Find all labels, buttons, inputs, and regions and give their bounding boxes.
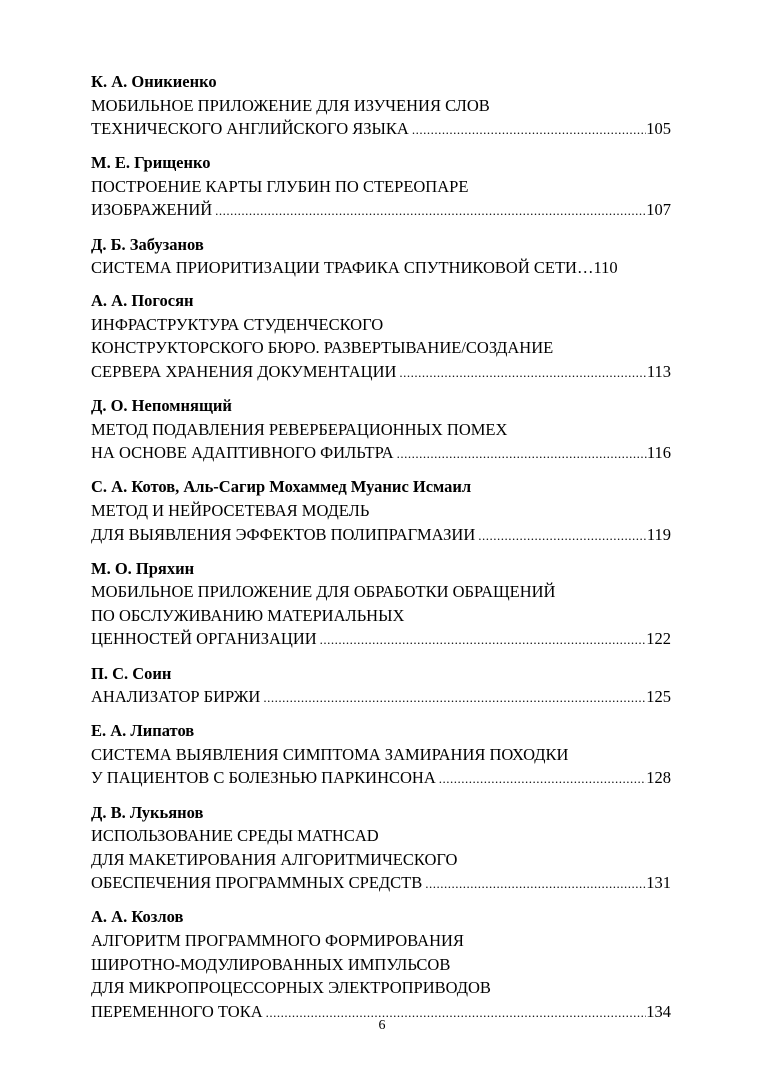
entry-author: Д. В. Лукьянов (91, 802, 204, 822)
dot-leader (396, 361, 646, 385)
toc-entry (91, 905, 671, 1024)
entry-last-line (91, 256, 671, 280)
entry-page-number: 113 (646, 362, 671, 382)
toc-entry (91, 662, 671, 710)
entry-title-line: ТЕХНИЧЕСКОГО АНГЛИЙСКОГО ЯЗЫКА (91, 119, 409, 139)
entry-author: А. А. Козлов (91, 907, 184, 927)
entry-page-number: 116 (646, 443, 671, 463)
page-number: 6 (378, 1018, 386, 1033)
entry-last-line (91, 627, 671, 652)
toc-entry (91, 801, 671, 896)
toc-entry (91, 394, 671, 466)
entry-title-line: МЕТОД ПОДАВЛЕНИЯ РЕВЕРБЕРАЦИОННЫХ ПОМЕХ (91, 419, 508, 439)
entry-last-line (91, 766, 671, 791)
entry-title-line: СИСТЕМА ВЫЯВЛЕНИЯ СИМПТОМА ЗАМИРАНИЯ ПОХОДКИ (91, 744, 569, 764)
dot-leader (260, 686, 646, 710)
dot-leader (317, 628, 647, 652)
entry-page-number: 107 (646, 200, 671, 220)
entry-author: А. А. Погосян (91, 291, 194, 311)
dot-leader (212, 199, 646, 223)
entry-author: М. Е. Грищенко (91, 153, 211, 173)
entry-title-line: МОБИЛЬНОЕ ПРИЛОЖЕНИЕ ДЛЯ ОБРАБОТКИ ОБРАЩЕНИЙ (91, 582, 556, 602)
entry-title-line: АНАЛИЗАТОР БИРЖИ (91, 687, 261, 707)
entry-title-line: ИЗОБРАЖЕНИЙ (91, 200, 213, 220)
entry-title-line: ДЛЯ МАКЕТИРОВАНИЯ АЛГОРИТМИЧЕСКОГО (91, 849, 458, 869)
entry-page-number: 122 (646, 629, 671, 649)
entry-title-line: ПЕРЕМЕННОГО ТОКА (91, 1001, 263, 1021)
entry-title-line: У ПАЦИЕНТОВ С БОЛЕЗНЬЮ ПАРКИНСОНА (91, 768, 436, 788)
toc-entry (91, 151, 671, 223)
entry-title-line: МОБИЛЬНОЕ ПРИЛОЖЕНИЕ ДЛЯ ИЗУЧЕНИЯ СЛОВ (91, 95, 490, 115)
entry-title-line: ПОСТРОЕНИЕ КАРТЫ ГЛУБИН ПО СТЕРЕОПАРЕ (91, 176, 469, 196)
entry-page-number: 105 (646, 119, 671, 139)
toc-entry (91, 70, 671, 142)
entry-author: С. А. Котов, Аль-Сагир Мохаммед Муанис Исмаил (91, 477, 472, 497)
dot-leader (436, 767, 646, 791)
entry-title-line: ИНФРАСТРУКТУРА СТУДЕНЧЕСКОГО (91, 314, 384, 334)
entry-author: Д. Б. Забузанов (91, 234, 204, 254)
entry-last-line (91, 198, 671, 223)
entry-last-line (91, 523, 671, 548)
dot-leader (409, 118, 646, 142)
entry-last-line (91, 871, 671, 896)
toc-entry (91, 233, 671, 280)
entry-title-line: ЦЕННОСТЕЙ ОРГАНИЗАЦИИ (91, 629, 317, 649)
entry-title-line: ШИРОТНО-МОДУЛИРОВАННЫХ ИМПУЛЬСОВ (91, 954, 451, 974)
entry-last-line (91, 360, 671, 385)
entry-author: М. О. Пряхин (91, 558, 195, 578)
entry-title-line: ПО ОБСЛУЖИВАНИЮ МАТЕРИАЛЬНЫХ (91, 605, 405, 625)
entry-title-line: АЛГОРИТМ ПРОГРАММНОГО ФОРМИРОВАНИЯ (91, 931, 464, 950)
entry-title-line: МЕТОД И НЕЙРОСЕТЕВАЯ МОДЕЛЬ (91, 501, 370, 520)
entry-title-line: СИСТЕМА ПРИОРИТИЗАЦИИ ТРАФИКА СПУТНИКОВОЙ СЕТИ… (91, 258, 594, 278)
toc-entry (91, 475, 671, 547)
entry-title-line: ИСПОЛЬЗОВАНИЕ СРЕДЫ MATHCAD (91, 826, 379, 846)
entry-page-number: 125 (646, 687, 671, 707)
entry-author: К. А. Оникиенко (91, 72, 217, 91)
dot-leader (394, 442, 647, 466)
entry-last-line (91, 441, 671, 466)
entry-page-number: 119 (646, 524, 671, 544)
entry-author: Е. А. Липатов (91, 721, 195, 741)
entry-title-line: НА ОСНОВЕ АДАПТИВНОГО ФИЛЬТРА (91, 443, 394, 463)
dot-leader (422, 872, 646, 896)
toc-entry (91, 719, 671, 791)
entry-last-line (91, 117, 671, 142)
entry-title-line: ДЛЯ МИКРОПРОЦЕССОРНЫХ ЭЛЕКТРОПРИВОДОВ (91, 978, 491, 998)
toc-entry (91, 289, 671, 384)
dot-leader (475, 524, 647, 548)
entry-title-line: ДЛЯ ВЫЯВЛЕНИЯ ЭФФЕКТОВ ПОЛИПРАГМАЗИИ (91, 524, 476, 544)
entry-author: Д. О. Непомнящий (91, 396, 232, 416)
entry-title-line: СЕРВЕРА ХРАНЕНИЯ ДОКУМЕНТАЦИИ (91, 362, 397, 382)
entry-author: П. С. Соин (91, 663, 172, 683)
entry-page-number: 128 (646, 768, 671, 788)
entry-page-number: 131 (646, 873, 671, 893)
entry-title-line: ОБЕСПЕЧЕНИЯ ПРОГРАММНЫХ СРЕДСТВ (91, 873, 423, 893)
entry-page-number: 134 (646, 1001, 671, 1021)
table-of-contents (91, 70, 671, 1034)
toc-entry (91, 557, 671, 652)
entry-title-line: КОНСТРУКТОРСКОГО БЮРО. РАЗВЕРТЫВАНИЕ/СОЗДАНИЕ (91, 338, 554, 358)
entry-page-number: 110 (593, 258, 618, 278)
entry-last-line (91, 685, 671, 710)
